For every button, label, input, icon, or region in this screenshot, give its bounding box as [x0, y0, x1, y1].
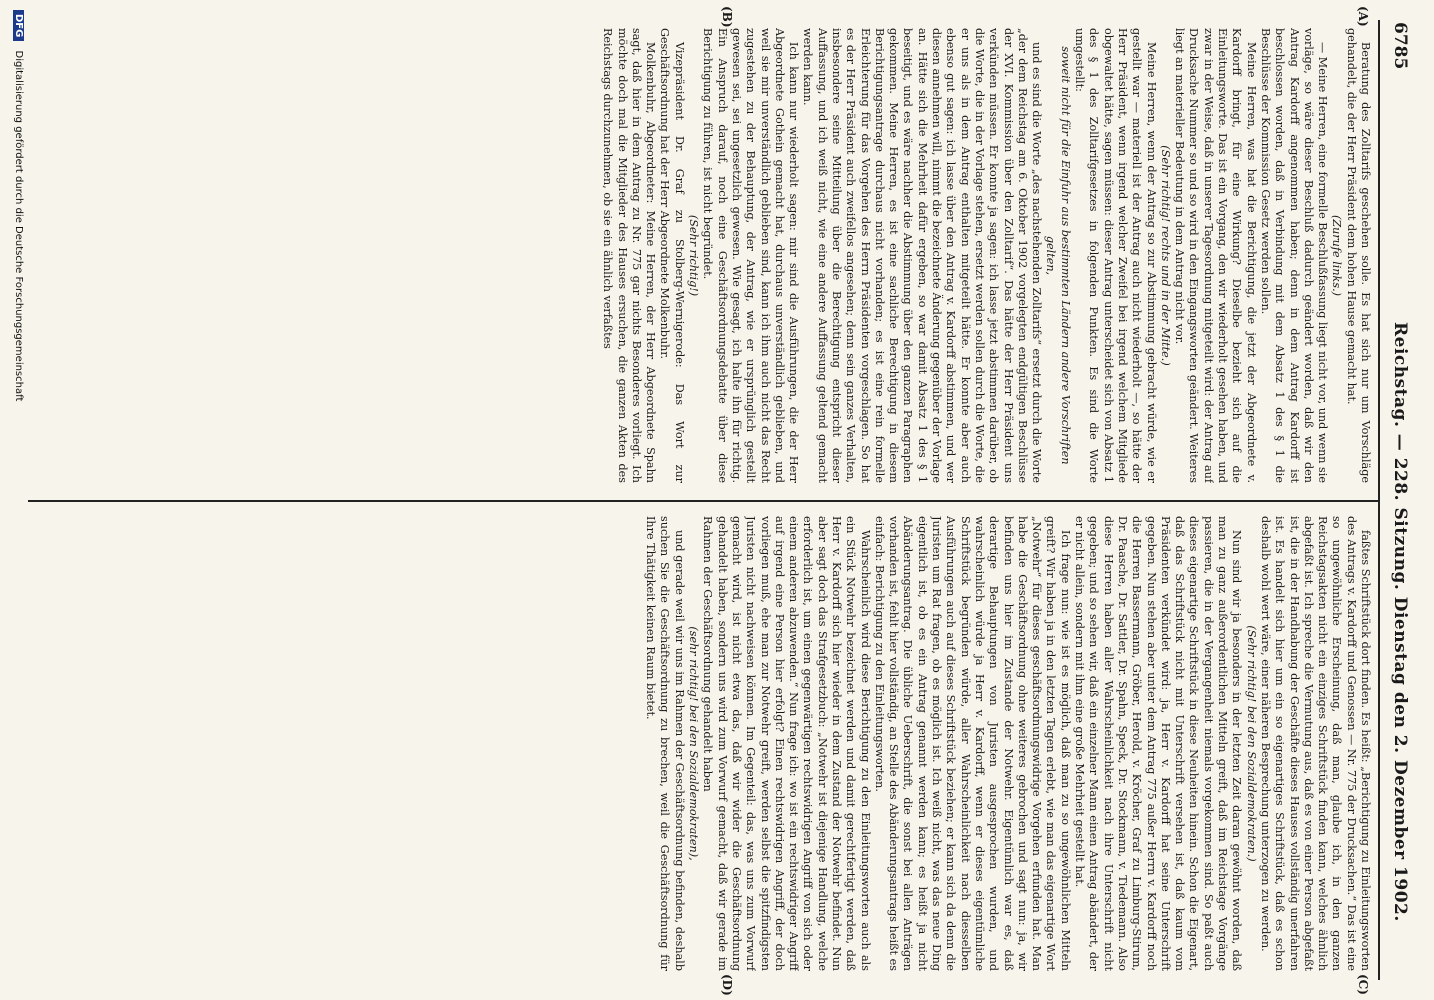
paragraph: Nun sind wir ja besonders in der letzten Zeit daran gewöhnt worden, daß man zu ganz außerordentlichen Mitteln greift, daß im Reichstage Vorgänge passieren, die in der Vergangenheit niemals vorgekommen sind. So paßt auch dieses eigenartige Schriftstück in diese Neuheiten hinein. Schon die Eigenart, daß das Schriftstück nicht mit Unterschrift versehen ist, daß kaum vom Präsidenten verkündet wird: ja, Herr v. Kardorff hat seine Unterschrift gegeben. Nun stehen aber unter dem Antrag 775 außer Herrn v. Kardorff noch die Herren Bassermann, Gröber, Herold, v. Kröcher, Graf zu Limburg-Stirum, Dr. Paasche, Dr. Sattler, Dr. Spahn, Speck, Dr. Stockmann, v. Tiedemann. Also diese Herren haben aller Wahrscheinlichkeit nach ihre Unterschrift nicht gegeben; und so sehen wir, daß ein einzelner Mann einen Antrag abändert, der er nicht allein, sondern mit ihm eine große Mehrheit gestellt hat. [1073, 516, 1244, 971]
paragraph: und es sind die Worte „des nachstehenden Zolltarifs“ ersetzt durch die Worte „der dem Reichstag am 6. Oktober 1902 vorgelegten endgültigen Beschlüsse der XVI. Kommission über den Zolltarif“. Das hätte der Herr Präsident uns verkünden müssen. Er konnte ja sagen: ich lasse jetzt abstimmen darüber, ob die Worte, die in der Vorlage stehen, ersetzt werden sollen durch die Worte, die er uns als in dem Antrag enthalten mitgeteilt hätte. Er konnte aber auch ebenso gut sagen: ich lasse über den Antrag v. Kardorff abstimmen, und wer diesen annehmen will, nimmt die bezeichnete Änderung gegenüber der Vorlage an. Hätte sich die Mehrheit dafür ergeben, so war damit Absatz 1 des § 1 beseitigt, und es wäre nachher die Abstimmung über den ganzen Paragraphen gekommen. Meine Herren, es ist eine sachliche Berechtigung in diesem Berichtigungsantrage durchaus nicht vorhanden; es ist eine rein formelle Erleichterung für das Vorgehen des Herrn Präsidenten vorgeschlagen. So hat es der Herr Präsident auch zweifellos angesehen; denn sein ganzes Verhalten, insbesondere seine Mitteilung über die Berechtigung entspricht dieser Auffassung, und ich weiß nicht, wie eine andere Auffassung geltend gemacht werden kann. [801, 28, 1044, 483]
margin-marker-b: (B) [720, 6, 734, 28]
paragraph: Vizepräsident Dr. Graf zu Stolberg-Wernigerode: Das Wort zur Geschäftsordnung hat der Herr Abgeordnete Molkenbuhr. [658, 28, 686, 483]
page-footer [6, 10, 24, 990]
paragraph: Ich kann nur wiederholt sagen: mir sind die Ausführungen, die der Herr Abgeordnete Gothein gemacht hat, durchaus unverständlich geblieben, und weil sie mir unverständlich geblieben sind, kann ich ihm auch nicht das Recht zugestehen zu der Behauptung, der Antrag, wie er ursprünglich gestellt gewesen sei, sei ungesetzlich gewesen. Wie gesagt, ich halte ihn für richtig. Ein Anspruch darauf, noch eine Geschäftsordnungsdebatte über diese Berichtigung zu führen, ist nicht begründet. [701, 28, 801, 483]
margin-marker-a: (A) [1356, 6, 1370, 27]
paragraph: — Meine Herren, eine formelle Beschlußfassung liegt nicht vor, und wenn sie vorläge, so wäre dieser Beschluß dadurch geändert worden, daß wir den Antrag Kardorff angenommen haben; denn in dem Antrag Kardorff ist beschlossen worden, daß in Verbindung mit dem Absatz 1 des § 1 die Beschlüsse der Kommission Gesetz werden sollen. [1258, 28, 1330, 483]
paragraph: (Sehr richtig! rechts und in der Mitte.) [1158, 145, 1172, 366]
paragraph: (Zurufe links.) [1330, 214, 1344, 297]
paragraph: (Sehr richtig! bei den Sozialdemokraten.) [1244, 625, 1258, 862]
paragraph: Molkenbuhr, Abgeordneter: Meine Herren, der Herr Abgeordnete Spahn sagt, daß hier in dem Antrag zu Nr. 775 gar nichts Besonderes vorliegt. Ich möchte doch mal die Mitglieder des Hauses ersuchen, die ganzen Akten des Reichstags durchzunehmen, ob sie ein ähnlich verfaßtes [601, 28, 658, 483]
paragraph: faßtes Schriftstück dort finden. Es heißt: „Berichtigung zu Einleitungsworten des Antrags v. Kardorff und Genossen — Nr. 775 der Drucksachen.“ Das ist eine so ungewöhnliche Erscheinung, daß man, glaube ich, in den ganzen Reichstagsakten nicht ein einziges Schriftstück finden kann, welches ähnlich abgefaßt ist. Ich spreche die Vermutung aus, daß es von einer Person abgefaßt ist, die in der Handhabung der Geschäfte dieses Hauses vollständig unerfahren ist. Es handelt sich hier um ein so eigenartiges Schriftstück, daß es schon deshalb wohl wert wäre, einer näheren Besprechung unterzogen zu werden. [1258, 516, 1372, 971]
paragraph: (sehr richtig! bei den Sozialdemokraten), [687, 626, 701, 861]
right-column [32, 516, 1372, 971]
left-column [32, 28, 1372, 483]
footer-text: Digitalisierung gefördert durch die Deutsche Forschungsgemeinschaft [13, 50, 24, 402]
paragraph: Meine Herren, was hat die Berichtigung, die jetzt der Abgeordnete v. Kardorff bringt, für eine Wirkung? Dieselbe bezieht sich auf die Einleitungsworte. Das ist ein Vorgang, den wir wiederholt gesehen haben, und zwar in der Weise, daß in unserer Tagesordnung mitgeteilt wird: der Antrag auf Drucksache Nummer so und so wird in den Eingangsworten geändert. Weiteres liegt an materieller Bedeutung in dem Antrag nicht vor. [1173, 28, 1258, 483]
page-number: 6785 [1390, 22, 1410, 70]
margin-marker-d: (D) [720, 974, 734, 996]
paragraph: Ich frage nun: wie ist es möglich, daß man zu so ungewöhnlichen Mitteln greift? Wir haben ja in den letzten Tagen erlebt, wie man das eigenartige Wort „Notwehr“ für dieses geschäftsordnungswidrige Vorgehen erfunden hat. Man habe die Geschäftsordnung ohne weiteres gebrochen und sagt nun: ja, wir befinden uns hier im Zustande der Notwehr. Eigentümlich war es, daß derartige Behauptungen von Juristen ausgesprochen wurden, und wahrscheinlich würde ja Herr v. Kardorff, wenn er dieses eigentümliche Schriftstück begründen würde, aller Wahrscheinlichkeit nach diesselben Ausführungen auch auf dieses Schriftstück beziehen; er kann sich da denn die Juristen um Rat fragen, ob es möglich ist. Ich weiß nicht, was das neue Ding eigentlich ist, ob es ein Antrag genannt werden kann; es heißt ja nicht Abänderungsantrag. Die übliche Ueberschrift, die sonst bei allen Anträgen vorhanden ist, fehlt hier vollständig, an Stelle des Abänderungsantrags heißt es einfach: Berichtigung zu den Einleitungsworten. [872, 516, 1072, 971]
paragraph: Beratung des Zolltarifs geschehen solle. Es hat sich nur um Vorschläge gehandelt, die der Herr Präsident dem hohen Hause gemacht hat. [1344, 28, 1372, 483]
header-rule [1378, 20, 1380, 980]
paragraph: Meine Herren, wenn der Antrag so zur Abstimmung gebracht würde, wie er gestellt war — materiell ist der Antrag auch nicht wiederholt —, so hätte der Herr Präsident, wenn irgend welcher Zweifel bei irgend welchem Mitgliede obgewaltet hätte, sagen müssen: dieser Antrag unterscheidet sich von Absatz 1 des § 1 des Zolltarifgesetzes in folgenden Punkten. Es sind die Worte umgestellt: [1073, 28, 1158, 483]
paragraph: Wahrscheinlich wird diese Berichtigung zu den Einleitungsworten auch als ein Stück Notwehr bezeichnet werden und damit gerechtfertigt werden, daß Herr v. Kardorff sich hier wieder in dem Zustand der Notwehr befindet. Nun aber sagt doch das Strafgesetzbuch: „Notwehr ist diejenige Handlung, welche erforderlich ist, um einen gegenwärtigen rechtswidrigen Angriff von sich oder einem anderen abzuwenden.“ Nun frage ich: wo ist ein rechtswidriger Angriff auf irgend eine Person hier erfolgt? Einen rechtswidrigen Angriff, der doch vorliegen muß, ehe man zur Notwehr greift, werden selbst die spitzfindigsten Juristen nicht nachweisen können. Im Gegenteil: das, was uns zum Vorwurf gemacht wird, ist nicht etwa das, daß wir wider die Geschäftsordnung gehandelt haben, sondern uns wird zum Vorwurf gemacht, daß wir gerade im Rahmen der Geschäftsordnung gehandelt haben [701, 516, 872, 971]
paragraph: (Sehr richtig!) [687, 214, 701, 297]
dfg-logo: DFG [13, 10, 24, 41]
running-title: Reichstag. — 228. Sitzung. Dienstag den 2. Dezember 1902. [1390, 322, 1410, 922]
margin-marker-c: (C) [1356, 974, 1370, 995]
column-rule [28, 500, 1378, 502]
page-header [1386, 22, 1414, 982]
paragraph: soweit nicht für die Einfuhr aus bestimmten Ländern andere Vorschriften gelten, [1044, 46, 1072, 465]
paragraph: und gerade weil wir uns im Rahmen der Geschäftsordnung befinden, deshalb suchen Sie die Geschäftsordnung zu brechen, weil die Geschäftsordnung für Ihre Thätigkeit keinen Raum bietet. [644, 516, 686, 971]
